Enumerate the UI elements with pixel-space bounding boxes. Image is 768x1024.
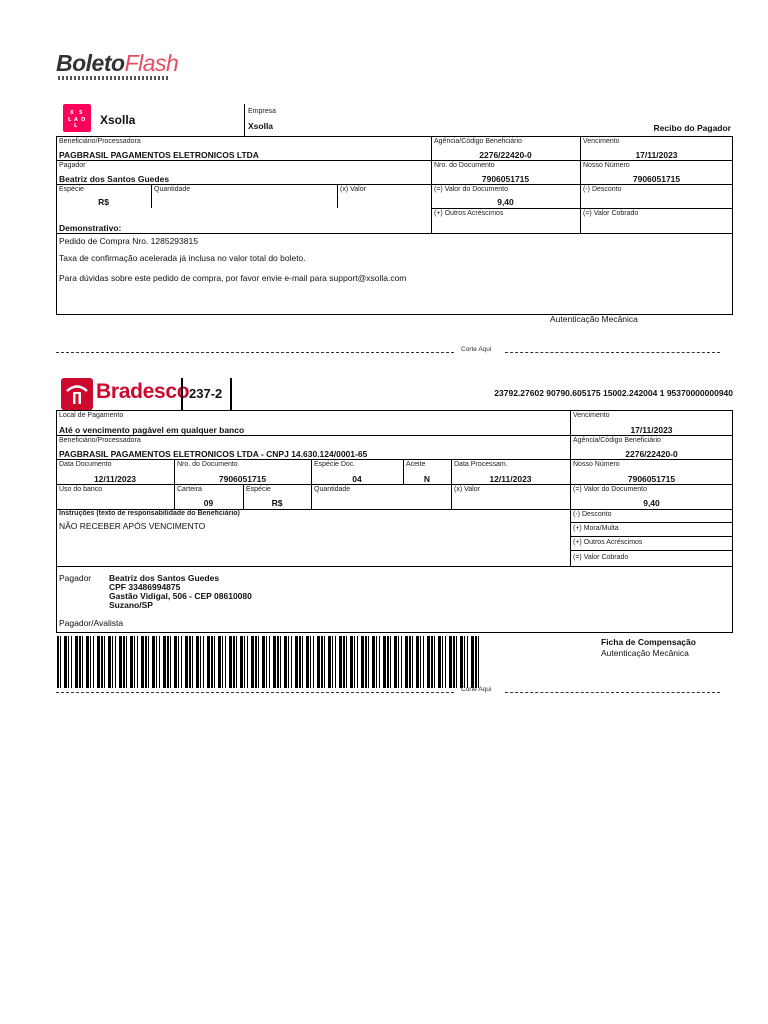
demonstrativo-line: Taxa de confirmação acelerada já inclusa no valor total do boleto. [59, 253, 306, 263]
slip-row-line [570, 536, 733, 537]
slip-vencimento-value: 17/11/2023 [630, 425, 673, 435]
receipt-title: Recibo do Pagador [653, 123, 731, 133]
carteira-label: Carteira [177, 486, 202, 493]
uso-banco-label: Uso do banco [59, 486, 103, 493]
receipt-row-line [56, 160, 733, 161]
aceite-value: N [423, 474, 431, 484]
agencia-label: Agência/Código Beneficiário [434, 138, 522, 145]
beneficiario-label: Beneficiário/Processadora [59, 138, 141, 145]
bank-name: Bradesco [96, 380, 190, 403]
slip-beneficiario-value: PAGBRASIL PAGAMENTOS ELETRONICOS LTDA - CNPJ 14.630.124/0001-65 [59, 449, 368, 459]
pagador-avalista-label: Pagador/Avalista [59, 618, 124, 628]
slip-nro-doc-value: 7906051715 [218, 474, 267, 484]
slip-valor-cobrado-label: (=) Valor Cobrado [573, 554, 629, 561]
cut-line [505, 352, 720, 353]
empresa-divider [244, 104, 245, 136]
local-pagamento-value: Até o vencimento pagável em qualquer banco [59, 425, 245, 435]
receipt-row-line [431, 208, 733, 209]
valor-doc-label: (=) Valor do Documento [434, 186, 508, 193]
slip-valor-doc-value: 9,40 [643, 498, 660, 508]
slip-nosso-numero-label: Nosso Número [573, 461, 620, 468]
especie-label: Espécie [59, 186, 84, 193]
receipt-row-line [56, 184, 733, 185]
slip-row-line [570, 522, 733, 523]
slip-agencia-label: Agência/Código Beneficiário [573, 437, 661, 444]
agencia-value: 2276/22420-0 [479, 150, 532, 160]
desconto-label: (-) Desconto [583, 186, 622, 193]
svg-text:O: O [81, 117, 86, 123]
demonstrativo-line: Pedido de Compra Nro. 1285293815 [59, 236, 198, 246]
slip-vencimento-label: Vencimento [573, 412, 610, 419]
empresa-label: Empresa [248, 108, 277, 115]
slip-row-line [56, 484, 733, 485]
slip-quantidade-label: Quantidade [314, 486, 351, 493]
bank-code-divider [181, 378, 183, 410]
svg-text:L: L [68, 117, 72, 123]
cut-line [505, 692, 720, 693]
bank-code: 237-2 [189, 386, 223, 401]
carteira-value: 09 [203, 498, 214, 508]
cut-line [56, 692, 454, 693]
slip-row-line [56, 459, 733, 460]
instrucoes-label: Instruções (texto de responsabilidade do Beneficiário) [59, 510, 240, 517]
especie-doc-value: 04 [352, 474, 362, 484]
nosso-numero-label: Nosso Número [583, 162, 630, 169]
slip-col-line [311, 459, 312, 509]
logo-text-flash: Flash [124, 50, 179, 76]
vencimento-value: 17/11/2023 [635, 150, 678, 160]
slip-especie-label: Espécie [246, 486, 271, 493]
local-pagamento-label: Local de Pagamento [59, 412, 124, 419]
slip-pagador-line: Suzano/SP [109, 600, 153, 610]
slip-row-line [570, 550, 733, 551]
data-documento-value: 12/11/2023 [93, 474, 137, 484]
valor-cobrado-label: (=) Valor Cobrado [583, 210, 639, 217]
cut-label: Corte Aqui [461, 686, 492, 693]
empresa-value: Xsolla [248, 121, 274, 131]
cut-label: Corte Aqui [461, 346, 492, 353]
slip-especie-value: R$ [271, 498, 283, 508]
slip-col-line [451, 459, 452, 509]
aceite-label: Aceite [406, 461, 426, 468]
logo-text-boleto: Boleto [56, 50, 125, 76]
especie-doc-label: Espécie Doc. [314, 461, 356, 468]
slip-pagador-label: Pagador [59, 573, 92, 583]
slip-pagador-line: Beatriz dos Santos Guedes [109, 573, 220, 583]
slip-row-line [56, 435, 733, 436]
slip-pagador-line: Gastão Vidigal, 506 - CEP 08610080 [109, 591, 252, 601]
instrucoes-value: NÃO RECEBER APÓS VENCIMENTO [59, 521, 206, 531]
receipt-col-line [151, 184, 152, 208]
xsolla-logo-icon [63, 104, 91, 132]
bradesco-logo-icon [61, 378, 93, 410]
valor-doc-value: 9,40 [497, 197, 514, 207]
outros-acrescimos-label: (+) Outros Acréscimos [434, 210, 504, 217]
mora-multa-label: (+) Mora/Multa [573, 525, 619, 532]
bank-code-divider [230, 378, 232, 410]
receipt-table [56, 136, 733, 315]
receipt-col-line [337, 184, 338, 208]
linha-digitavel: 23792.27602 90790.605175 15002.242004 1 95370000000940 [494, 388, 733, 398]
slip-nosso-numero-value: 7906051715 [627, 474, 676, 484]
slip-desconto-label: (-) Desconto [573, 511, 612, 518]
data-processamento-value: 12/11/2023 [489, 474, 532, 484]
pagador-label: Pagador [59, 162, 86, 169]
slip-row-line [56, 566, 733, 567]
data-processamento-label: Data Processam. [454, 461, 508, 468]
svg-text:A: A [74, 117, 78, 123]
logo-underline [58, 76, 170, 80]
barcode [57, 636, 481, 688]
company-logo-name: Xsolla [100, 113, 136, 127]
nro-doc-value: 7906051715 [481, 174, 530, 184]
data-documento-label: Data Documento [59, 461, 112, 468]
pagador-value: Beatriz dos Santos Guedes [59, 174, 170, 184]
slip-beneficiario-label: Beneficiário/Processadora [59, 437, 141, 444]
cut-line [56, 352, 454, 353]
slip-valor-doc-label: (=) Valor do Documento [573, 486, 647, 493]
slip-x-valor-label: (x) Valor [454, 486, 480, 493]
x-valor-label: (x) Valor [340, 186, 366, 193]
demonstrativo-line: Para dúvidas sobre este pedido de compra, por favor envie e-mail para support@xsolla.com [59, 273, 407, 283]
slip-outros-label: (+) Outros Acréscimos [573, 539, 643, 546]
slip-autenticacao: Autenticação Mecânica [601, 648, 689, 658]
svg-text:L: L [74, 123, 78, 129]
especie-value: R$ [98, 197, 109, 207]
svg-text:S: S [79, 110, 83, 116]
beneficiario-value: PAGBRASIL PAGAMENTOS ELETRONICOS LTDA [59, 150, 259, 160]
nosso-numero-value: 7906051715 [632, 174, 681, 184]
vencimento-label: Vencimento [583, 138, 620, 145]
demonstrativo-label: Demonstrativo: [59, 223, 122, 233]
boletoflash-logo [56, 50, 178, 78]
ficha-compensacao-label: Ficha de Compensação [601, 637, 696, 647]
quantidade-label: Quantidade [154, 186, 191, 193]
svg-text:X: X [70, 110, 74, 116]
autenticacao-mecanica: Autenticação Mecânica [550, 314, 638, 324]
slip-nro-doc-label: Nro. do Documento [177, 461, 238, 468]
nro-doc-label: Nro. do Documento [434, 162, 495, 169]
slip-agencia-value: 2276/22420-0 [625, 449, 678, 459]
slip-pagador-line: CPF 33486994875 [109, 582, 181, 592]
receipt-row-line [56, 233, 733, 234]
